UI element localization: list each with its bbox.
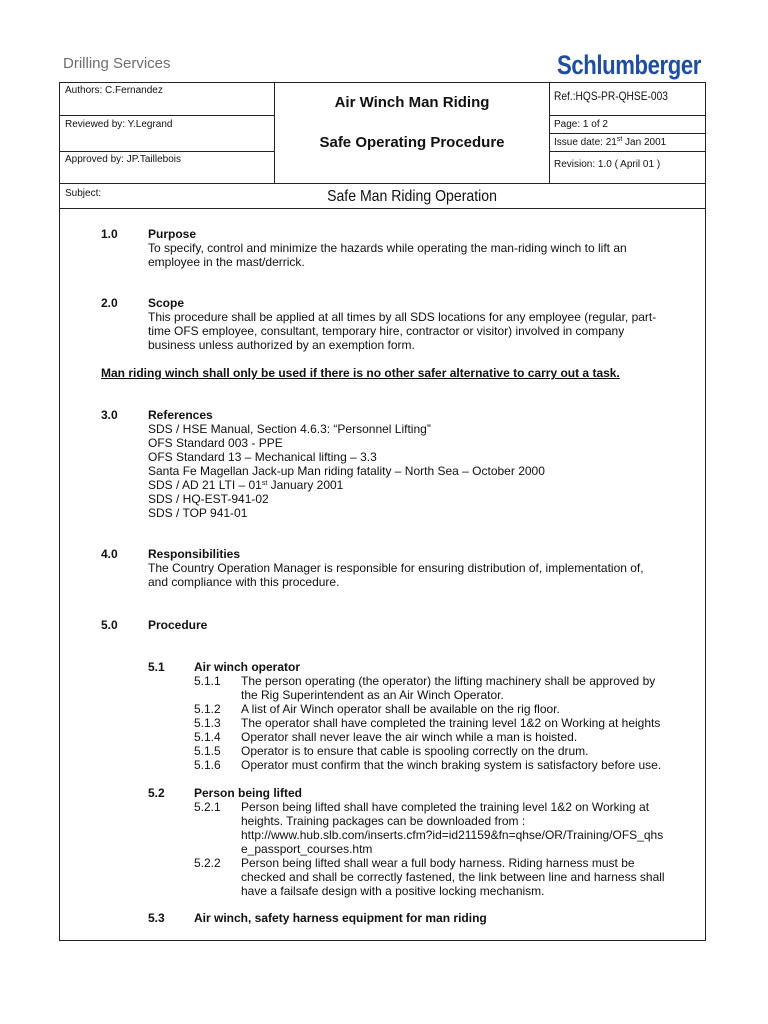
item-text: The person operating (the operator) the lifting machinery shall be approved by <box>241 674 656 688</box>
section-heading: Procedure <box>148 618 208 632</box>
subsection-heading: Air winch operator <box>194 660 301 674</box>
paragraph-line: To specify, control and minimize the hazards while operating the man-riding winch to lift an <box>148 241 627 255</box>
reference-item: Santa Fe Magellan Jack-up Man riding fatality – North Sea – October 2000 <box>148 464 545 478</box>
section-number: 1.0 <box>101 227 118 241</box>
divider <box>60 115 275 116</box>
revision-field: Revision: 1.0 ( April 01 ) <box>554 159 661 170</box>
company-logo: Schlumberger <box>557 50 701 80</box>
item-number: 5.1.4 <box>194 730 221 744</box>
paragraph-line: time OFS employee, consultant, temporary hire, contractor or visitor) involved in company <box>148 324 625 338</box>
reference-item: SDS / HSE Manual, Section 4.6.3: “Personnel Lifting” <box>148 422 431 436</box>
authors-field: Authors: C.Fernandez <box>65 85 163 96</box>
section-scope <box>148 296 656 352</box>
item-number: 5.2.2 <box>194 856 221 870</box>
subsection-number: 5.2 <box>148 786 165 800</box>
item-text: http://www.hub.slb.com/inserts.cfm?id=id21159&fn=qhse/OR/Training/OFS_qhs <box>241 828 664 842</box>
item-number: 5.1.3 <box>194 716 221 730</box>
item-text: Operator shall never leave the air winch while a man is hoisted. <box>241 730 578 744</box>
reference-item: SDS / AD 21 LTI – 01st January 2001 <box>148 478 344 492</box>
section-heading: Purpose <box>148 227 197 241</box>
section-heading: References <box>148 408 213 422</box>
divider <box>60 183 706 184</box>
page-indicator: Page: 1 of 2 <box>554 119 608 130</box>
paragraph-line: employee in the mast/derrick. <box>148 255 305 269</box>
item-text: the Rig Superintendent as an Air Winch Operator. <box>241 688 504 702</box>
section-heading: Responsibilities <box>148 547 241 561</box>
divider <box>60 151 275 152</box>
item-number: 5.1.2 <box>194 702 221 716</box>
item-text: Operator must confirm that the winch braking system is satisfactory before use. <box>241 758 662 772</box>
section-number: 4.0 <box>101 547 118 561</box>
item-text: Person being lifted shall wear a full body harness. Riding harness must be <box>241 856 635 870</box>
divider <box>549 115 706 116</box>
section-number: 5.0 <box>101 618 118 632</box>
warning-statement: Man riding winch shall only be used if there is no other safer alternative to carry out a task. <box>101 366 620 380</box>
reference-item: OFS Standard 003 - PPE <box>148 436 283 450</box>
subject-value: Safe Man Riding Operation <box>327 188 497 205</box>
item-text: checked and shall be correctly fastened, the link between line and harness shall <box>241 870 665 884</box>
section-heading: Scope <box>148 296 185 310</box>
document-title: Air Winch Man Riding <box>334 94 490 111</box>
item-number: 5.2.1 <box>194 800 221 814</box>
item-number: 5.1.1 <box>194 674 221 688</box>
paragraph-line: The Country Operation Manager is responsible for ensuring distribution of, implementation of, <box>148 561 644 575</box>
section-references <box>148 408 545 520</box>
subsection-number: 5.3 <box>148 911 165 925</box>
subsection-number: 5.1 <box>148 660 165 674</box>
subject-label: Subject: <box>65 188 102 199</box>
item-text: The operator shall have completed the training level 1&2 on Working at heights <box>241 716 661 730</box>
subsection-heading: Air winch, safety harness equipment for man riding <box>194 911 487 925</box>
section-responsibilities <box>148 547 644 589</box>
reference-item: OFS Standard 13 – Mechanical lifting – 3.3 <box>148 450 377 464</box>
paragraph-line: business unless authorized by an exemption form. <box>148 338 415 352</box>
item-text: have a failsafe design with a positive locking mechanism. <box>241 884 545 898</box>
divider <box>549 133 706 134</box>
reference-number: Ref.:HQS-PR-QHSE-003 <box>554 89 668 103</box>
item-number: 5.1.5 <box>194 744 221 758</box>
divider <box>549 151 706 152</box>
section-number: 3.0 <box>101 408 118 422</box>
subsection-heading: Person being lifted <box>194 786 303 800</box>
item-number: 5.1.6 <box>194 758 221 772</box>
reviewed-by-field: Reviewed by: Y.Legrand <box>65 119 173 130</box>
paragraph-line: This procedure shall be applied at all times by all SDS locations for any employee (regular, part- <box>148 310 657 324</box>
item-text: Person being lifted shall have completed the training level 1&2 on Working at <box>241 800 650 814</box>
department-label: Drilling Services <box>63 55 171 72</box>
document-subtitle: Safe Operating Procedure <box>319 134 505 151</box>
item-text: e_passport_courses.htm <box>241 842 373 856</box>
section-purpose <box>148 227 627 269</box>
reference-item: SDS / HQ-EST-941-02 <box>148 492 269 506</box>
item-text: A list of Air Winch operator shall be available on the rig floor. <box>241 702 560 716</box>
item-text: heights. Training packages can be downloaded from : <box>241 814 526 828</box>
item-text: Operator is to ensure that cable is spooling correctly on the drum. <box>241 744 589 758</box>
section-number: 2.0 <box>101 296 118 310</box>
paragraph-line: and compliance with this procedure. <box>148 575 340 589</box>
issue-date: Issue date: 21st Jan 2001 <box>554 136 667 148</box>
divider <box>60 208 706 209</box>
reference-item: SDS / TOP 941-01 <box>148 506 248 520</box>
approved-by-field: Approved by: JP.Taillebois <box>65 154 181 165</box>
